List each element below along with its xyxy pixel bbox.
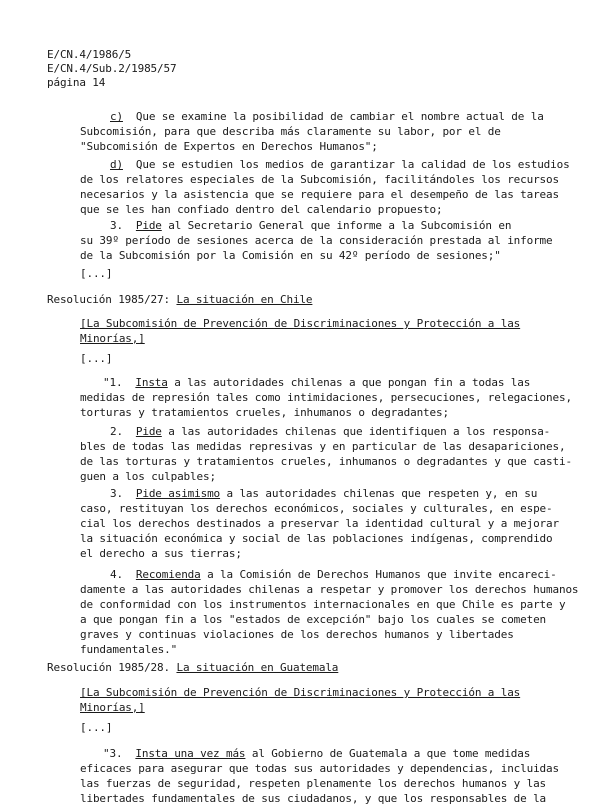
paragraph-2-line-4: guen a los culpables; bbox=[80, 470, 216, 483]
subcommission-preamble-line-2: Minorías,] bbox=[80, 701, 145, 714]
omission-ellipsis: [...] bbox=[80, 352, 113, 365]
paragraph-3c-line-1: "3. Insta una vez más al Gobierno de Guatemala a que tome medidas bbox=[103, 747, 531, 760]
paragraph-3c-line-4: libertades fundamentales de sus ciudadanos, y que los responsables de la bbox=[80, 792, 547, 805]
paragraph-3b-line-4: la situación económica y social de las poblaciones indígenas, comprendido bbox=[80, 532, 553, 545]
paragraph-c-line-1: c) Que se examine la posibilidad de cambiar el nombre actual de la bbox=[110, 110, 544, 123]
paragraph-d-line-3: necesarios y la asistencia que se requiere para el desempeño de las tareas bbox=[80, 188, 559, 201]
resolution-label: Resolución 1985/28. bbox=[47, 661, 170, 674]
paragraph-d-letter: d) bbox=[110, 158, 123, 171]
operative-verb: Recomienda bbox=[135, 568, 201, 581]
paragraph-3b-line-5: el derecho a sus tierras; bbox=[80, 547, 242, 560]
paragraph-2-line-3: de las torturas y tratamientos crueles, inhumanos o degradantes y que casti- bbox=[80, 455, 572, 468]
paragraph-4-line-6: fundamentales." bbox=[80, 643, 178, 656]
paragraph-c-line-3: "Subcomisión de Expertos en Derechos Humanos"; bbox=[80, 140, 378, 153]
operative-verb: Pide bbox=[135, 219, 162, 232]
paragraph-3b-line-3: cial los derechos destinados a preservar la identidad cultural y a mejorar bbox=[80, 517, 559, 530]
paragraph-3b-line-1: 3. Pide asimismo a las autoridades chilenas que respeten y, en su bbox=[110, 487, 538, 500]
paragraph-2-line-2: bles de todas las medidas represivas y en particular de las desapariciones, bbox=[80, 440, 566, 453]
operative-verb: Insta bbox=[135, 376, 168, 389]
subcommission-preamble-line-1: [La Subcomisión de Prevención de Discriminaciones y Protección a las bbox=[80, 686, 521, 699]
paragraph-4-line-4: a que pongan fin a los "estados de excepción" bajo los cuales se cometen bbox=[80, 613, 547, 626]
paragraph-c-line-2: Subcomisión, para que describa más claramente su labor, por el de bbox=[80, 125, 501, 138]
resolution-title: La situación en Guatemala bbox=[176, 661, 339, 674]
paragraph-3-line-2: su 39º período de sesiones acerca de la consideración prestada al informe bbox=[80, 234, 553, 247]
document-symbol-2: E/CN.4/Sub.2/1985/57 bbox=[47, 62, 177, 75]
resolution-heading-27 bbox=[47, 292, 312, 307]
page-number: página 14 bbox=[47, 76, 106, 89]
document-symbol-1: E/CN.4/1986/5 bbox=[47, 48, 132, 61]
paragraph-1-line-3: torturas y tratamientos crueles, inhumanos o degradantes; bbox=[80, 406, 449, 419]
omission-ellipsis: [...] bbox=[80, 267, 113, 280]
subcommission-preamble-line-2: Minorías,] bbox=[80, 332, 145, 345]
resolution-title: La situación en Chile bbox=[176, 293, 313, 306]
paragraph-1-line-2: medidas de represión tales como intimidaciones, persecuciones, relegaciones, bbox=[80, 391, 572, 404]
omission-ellipsis: [...] bbox=[80, 721, 113, 734]
paragraph-3-line-3: de la Subcomisión por la Comisión en su 42º período de sesiones;" bbox=[80, 249, 501, 262]
paragraph-c-letter: c) bbox=[110, 110, 123, 123]
paragraph-3c-line-2: eficaces para asegurar que todas sus autoridades y dependencias, incluidas bbox=[80, 762, 559, 775]
paragraph-4-line-2: damente a las autoridades chilenas a respetar y promover los derechos humanos bbox=[80, 583, 579, 596]
operative-verb: Insta una vez más bbox=[135, 747, 246, 760]
operative-verb: Pide asimismo bbox=[135, 487, 221, 500]
paragraph-d-line-4: que se les han confiado dentro del calendario propuesto; bbox=[80, 203, 443, 216]
paragraph-2-line-1: 2. Pide a las autoridades chilenas que identifiquen a los responsa- bbox=[110, 425, 551, 438]
paragraph-d-line-2: de los relatores especiales de la Subcomisión, facilitándoles los recursos bbox=[80, 173, 559, 186]
paragraph-4-line-5: graves y continuas violaciones de los derechos humanos y libertades bbox=[80, 628, 514, 641]
paragraph-1-line-1: "1. Insta a las autoridades chilenas a que pongan fin a todas las bbox=[103, 376, 531, 389]
paragraph-3-line-1: 3. Pide al Secretario General que informe a la Subcomisión en bbox=[110, 219, 512, 232]
paragraph-4-line-1: 4. Recomienda a la Comisión de Derechos Humanos que invite encareci- bbox=[110, 568, 557, 581]
subcommission-preamble-line-1: [La Subcomisión de Prevención de Discriminaciones y Protección a las bbox=[80, 317, 521, 330]
resolution-label: Resolución 1985/27: bbox=[47, 293, 170, 306]
operative-verb: Pide bbox=[135, 425, 162, 438]
resolution-heading-28 bbox=[47, 660, 338, 675]
paragraph-4-line-3: de conformidad con los instrumentos internacionales en que Chile es parte y bbox=[80, 598, 566, 611]
paragraph-d-line-1: d) Que se estudien los medios de garantizar la calidad de los estudios bbox=[110, 158, 570, 171]
paragraph-3c-line-3: las fuerzas de seguridad, respeten plenamente los derechos humanos y las bbox=[80, 777, 547, 790]
paragraph-3b-line-2: caso, restituyan los derechos económicos, sociales y culturales, en espe- bbox=[80, 502, 553, 515]
